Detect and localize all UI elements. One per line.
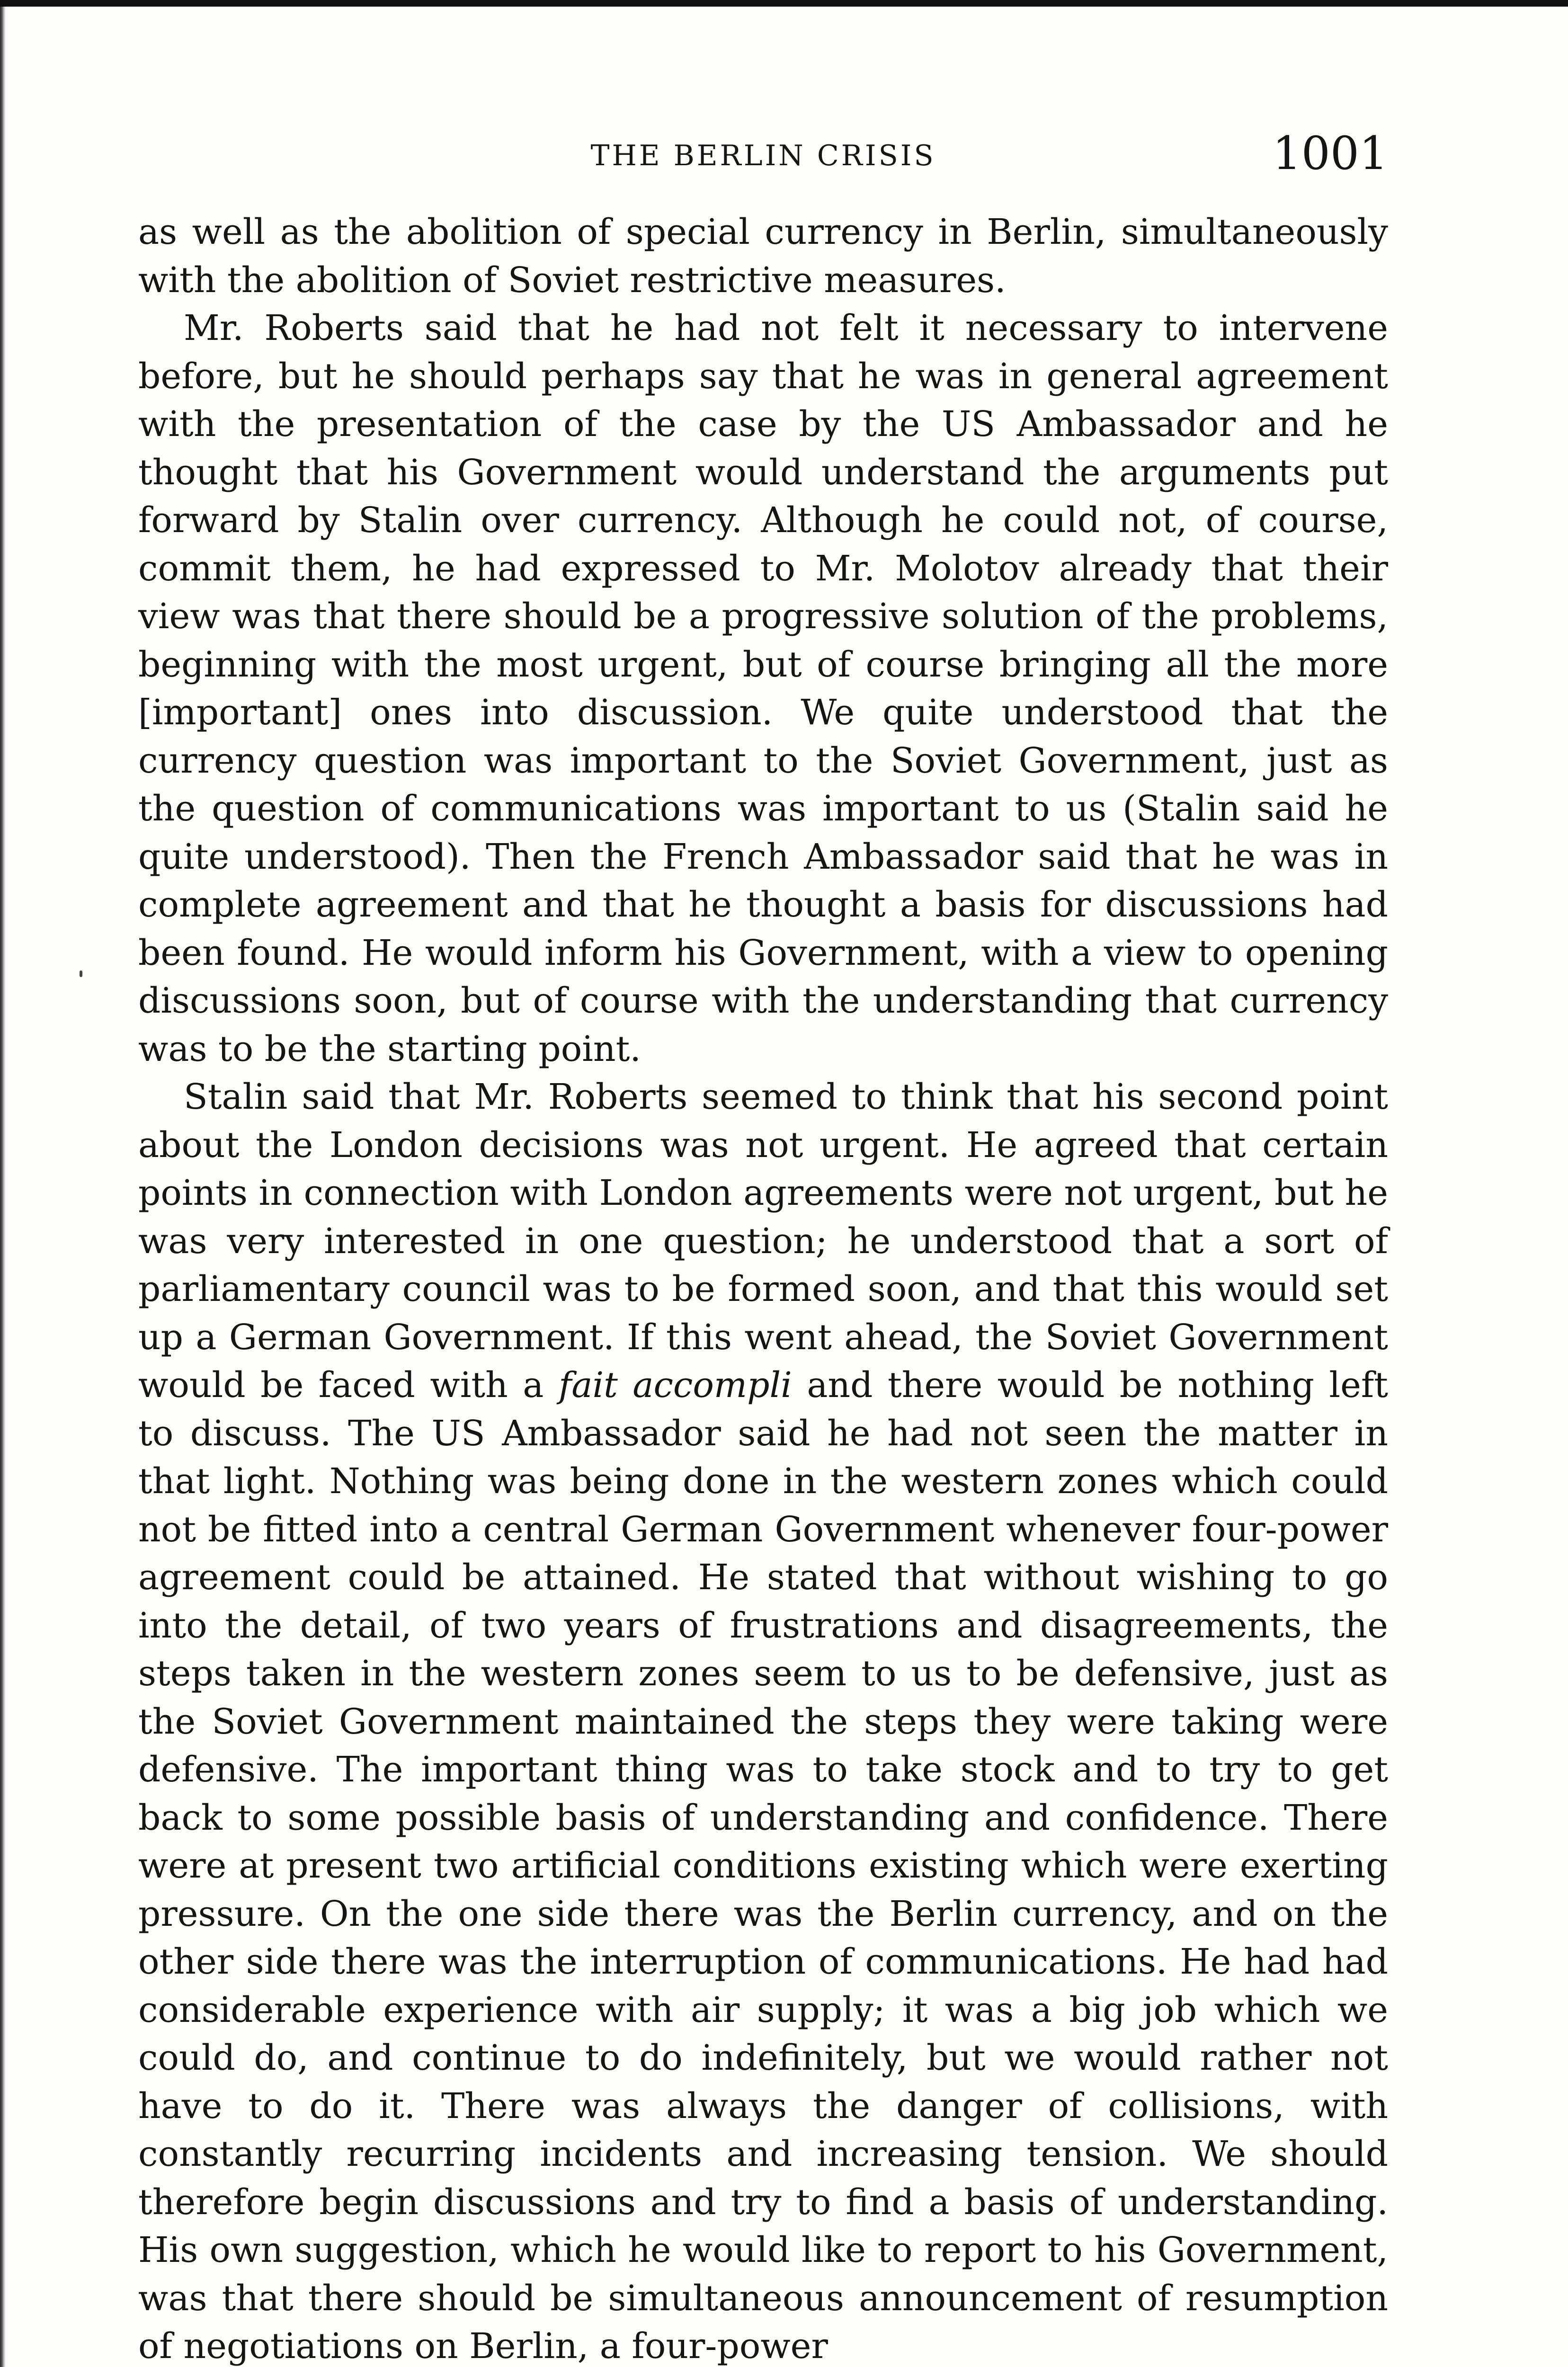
- body-text: [138, 208, 1388, 2367]
- running-title: THE BERLIN CRISIS: [590, 139, 936, 172]
- paragraph-stalin-part-1: Stalin said that Mr. Roberts seemed to think that his second point about the London decisions was not urgent. He agreed that certain points in connection with London agreements were not urgent, but he was very interested in one question; he understood that a sort of parliamentary council was to be formed soon, and that this would set up a German Government. If this went ahead, the Soviet Government would be faced with a: [138, 1077, 1388, 1406]
- paragraph-continuation: as well as the abolition of special currency in Berlin, simultaneously with the abolition of Soviet restrictive measures.: [138, 212, 1388, 301]
- paragraph-stalin-part-2: and there would be nothing left to discuss. The US Ambassador said he had not seen the matter in that light. Nothing was being done in the western zones which could not be fitted into a central German Government whenever four-power agreement could be attained. He stated that without wishing to go into the detail, of two years of frustrations and disagreements, the steps taken in the western zones seem to us to be defensive, just as the Soviet Government maintained the steps they were taking were defensive. The important thing was to take stock and to try to get back to some possible basis of understanding and confidence. There were at present two artificial conditions existing which were exerting pressure. On the one side there was the Berlin currency, and on the other side there was the interruption of communications. He had had considerable experience with air supply; it was a big job which we could do, and continue to do indefinitely, but we would rather not have to do it. There was always the danger of collisions, with constantly recurring incidents and increasing tension. We should therefore begin discussions and try to find a basis of understanding. His own suggestion, which he would like to report to his Government, was that there should be simultaneous announcement of resumption of negotiations on Berlin, a four-power: [138, 1365, 1388, 2367]
- running-head: [138, 127, 1388, 184]
- italic-phrase: fait accompli: [558, 1365, 792, 1406]
- paragraph-roberts: Mr. Roberts said that he had not felt it necessary to intervene before, but he should perhaps say that he was in general agreement with the presentation of the case by the US Ambassador and he thought that his Government would understand the arguments put forward by Stalin over currency. Although he could not, of course, commit them, he had expressed to Mr. Molotov already that their view was that there should be a progressive solution of the problems, beginning with the most urgent, but of course bringing all the more [important] ones into discussion. We quite understood that the currency question was important to the Soviet Government, just as the question of communications was important to us (Stalin said he quite understood). Then the French Ambassador said that he was in complete agreement and that he thought a basis for discussions had been found. He would inform his Government, with a view to opening discussions soon, but of course with the understanding that currency was to be the starting point.: [138, 308, 1388, 1069]
- scan-speck: [80, 970, 82, 977]
- page-top-edge: [0, 0, 1568, 7]
- paragraph-stalin: [138, 1073, 1388, 2367]
- page-number: 1001: [1272, 127, 1388, 180]
- page-binding-edge: [0, 7, 6, 2367]
